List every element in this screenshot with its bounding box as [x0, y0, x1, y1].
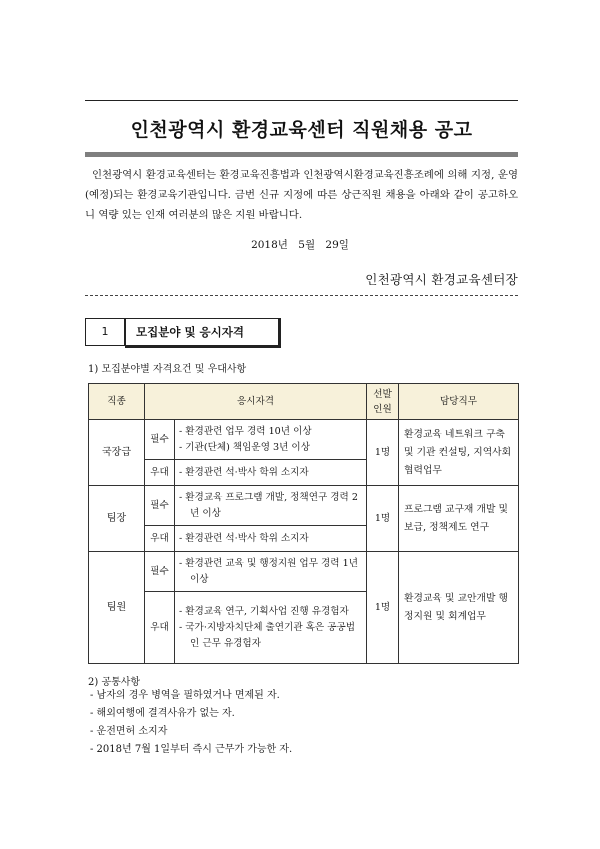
duty-cell: 프로그램 교구재 개발 및 보급, 정책제도 연구 [399, 486, 519, 552]
required-cell [175, 486, 367, 526]
preferred-cell [175, 460, 367, 486]
required-item: - 환경교육 프로그램 개발, 정책연구 경력 2년 이상 [179, 491, 358, 519]
required-cell [175, 420, 367, 460]
preferred-cell [175, 592, 367, 664]
title-top-rule [85, 100, 518, 101]
role-cell: 팀장 [89, 486, 145, 552]
intro-paragraph: 인천광역시 환경교육센터는 환경교육진흥법과 인천광역시환경교육진흥조례에 의해 지정, 운영(예정)되는 환경교육기관입니다. 금번 신규 지정에 따른 상근직원 채용을 아래와 같이 공고하오니 역량 있는 인재 여러분의 많은 지원 바랍니다. [85, 169, 518, 221]
table-row [89, 420, 519, 460]
preferred-item: - 국가·지방자치단체 출연기관 혹은 공공법인 근무 유경험자 [179, 621, 356, 649]
header-count [367, 384, 399, 420]
required-label: 필수 [145, 486, 175, 526]
document-title: 인천광역시 환경교육센터 직원채용 공고 [130, 119, 473, 141]
role-cell: 국장급 [89, 420, 145, 486]
header-role: 직종 [89, 384, 145, 420]
section-number: 1 [85, 318, 125, 346]
required-cell [175, 552, 367, 592]
preferred-item: - 환경관련 석·박사 학위 소지자 [179, 466, 309, 478]
subheading-common: 2) 공통사항 [88, 677, 141, 688]
count-cell: 1명 [367, 420, 399, 486]
preferred-label: 우대 [145, 526, 175, 552]
preferred-label: 우대 [145, 592, 175, 664]
header-count-line2: 인원 [373, 403, 392, 415]
count-cell: 1명 [367, 486, 399, 552]
preferred-item: - 환경교육 연구, 기획사업 진행 유경험자 [179, 605, 349, 617]
list-item: - 2018년 7월 1일부터 즉시 근무가 가능한 자. [90, 744, 293, 755]
required-item: - 환경관련 업무 경력 10년 이상 [179, 425, 312, 437]
duty-cell: 환경교육 및 교안개발 행정지원 및 회계업무 [399, 552, 519, 664]
role-cell: 팀원 [89, 552, 145, 664]
signer: 인천광역시 환경교육센터장 [365, 272, 518, 287]
header-qualification: 응시자격 [145, 384, 367, 420]
preferred-cell [175, 526, 367, 552]
section-title: 모집분야 및 응시자격 [125, 318, 281, 348]
duty-cell: 환경교육 네트워크 구축 및 기관 컨설팅, 지역사회 협력업무 [399, 420, 519, 486]
announcement-date: 2018년 5월 29일 [251, 239, 349, 251]
list-item: - 해외여행에 결격사유가 없는 자. [90, 708, 235, 719]
table-header-row [89, 384, 519, 420]
header-count-line1: 선발 [373, 388, 392, 400]
count-cell: 1명 [367, 552, 399, 664]
header-duty: 담당직무 [399, 384, 519, 420]
requirements-table [88, 383, 519, 664]
required-item: - 환경관련 교육 및 행정지원 업무 경력 1년 이상 [179, 557, 358, 585]
list-item: - 남자의 경우 병역을 필하였거나 면제된 자. [90, 690, 280, 701]
dashed-divider [85, 295, 518, 296]
table-row [89, 486, 519, 526]
required-label: 필수 [145, 420, 175, 460]
required-label: 필수 [145, 552, 175, 592]
subheading-requirements: 1) 모집분야별 자격요건 및 우대사항 [88, 364, 247, 375]
title-bottom-rule [85, 152, 518, 157]
preferred-label: 우대 [145, 460, 175, 486]
required-item: - 기관(단체) 책임운영 3년 이상 [179, 441, 310, 453]
list-item: - 운전면허 소지자 [90, 726, 168, 737]
common-requirements-list [90, 687, 292, 759]
preferred-item: - 환경관련 석·박사 학위 소지자 [179, 532, 309, 544]
table-row [89, 552, 519, 592]
